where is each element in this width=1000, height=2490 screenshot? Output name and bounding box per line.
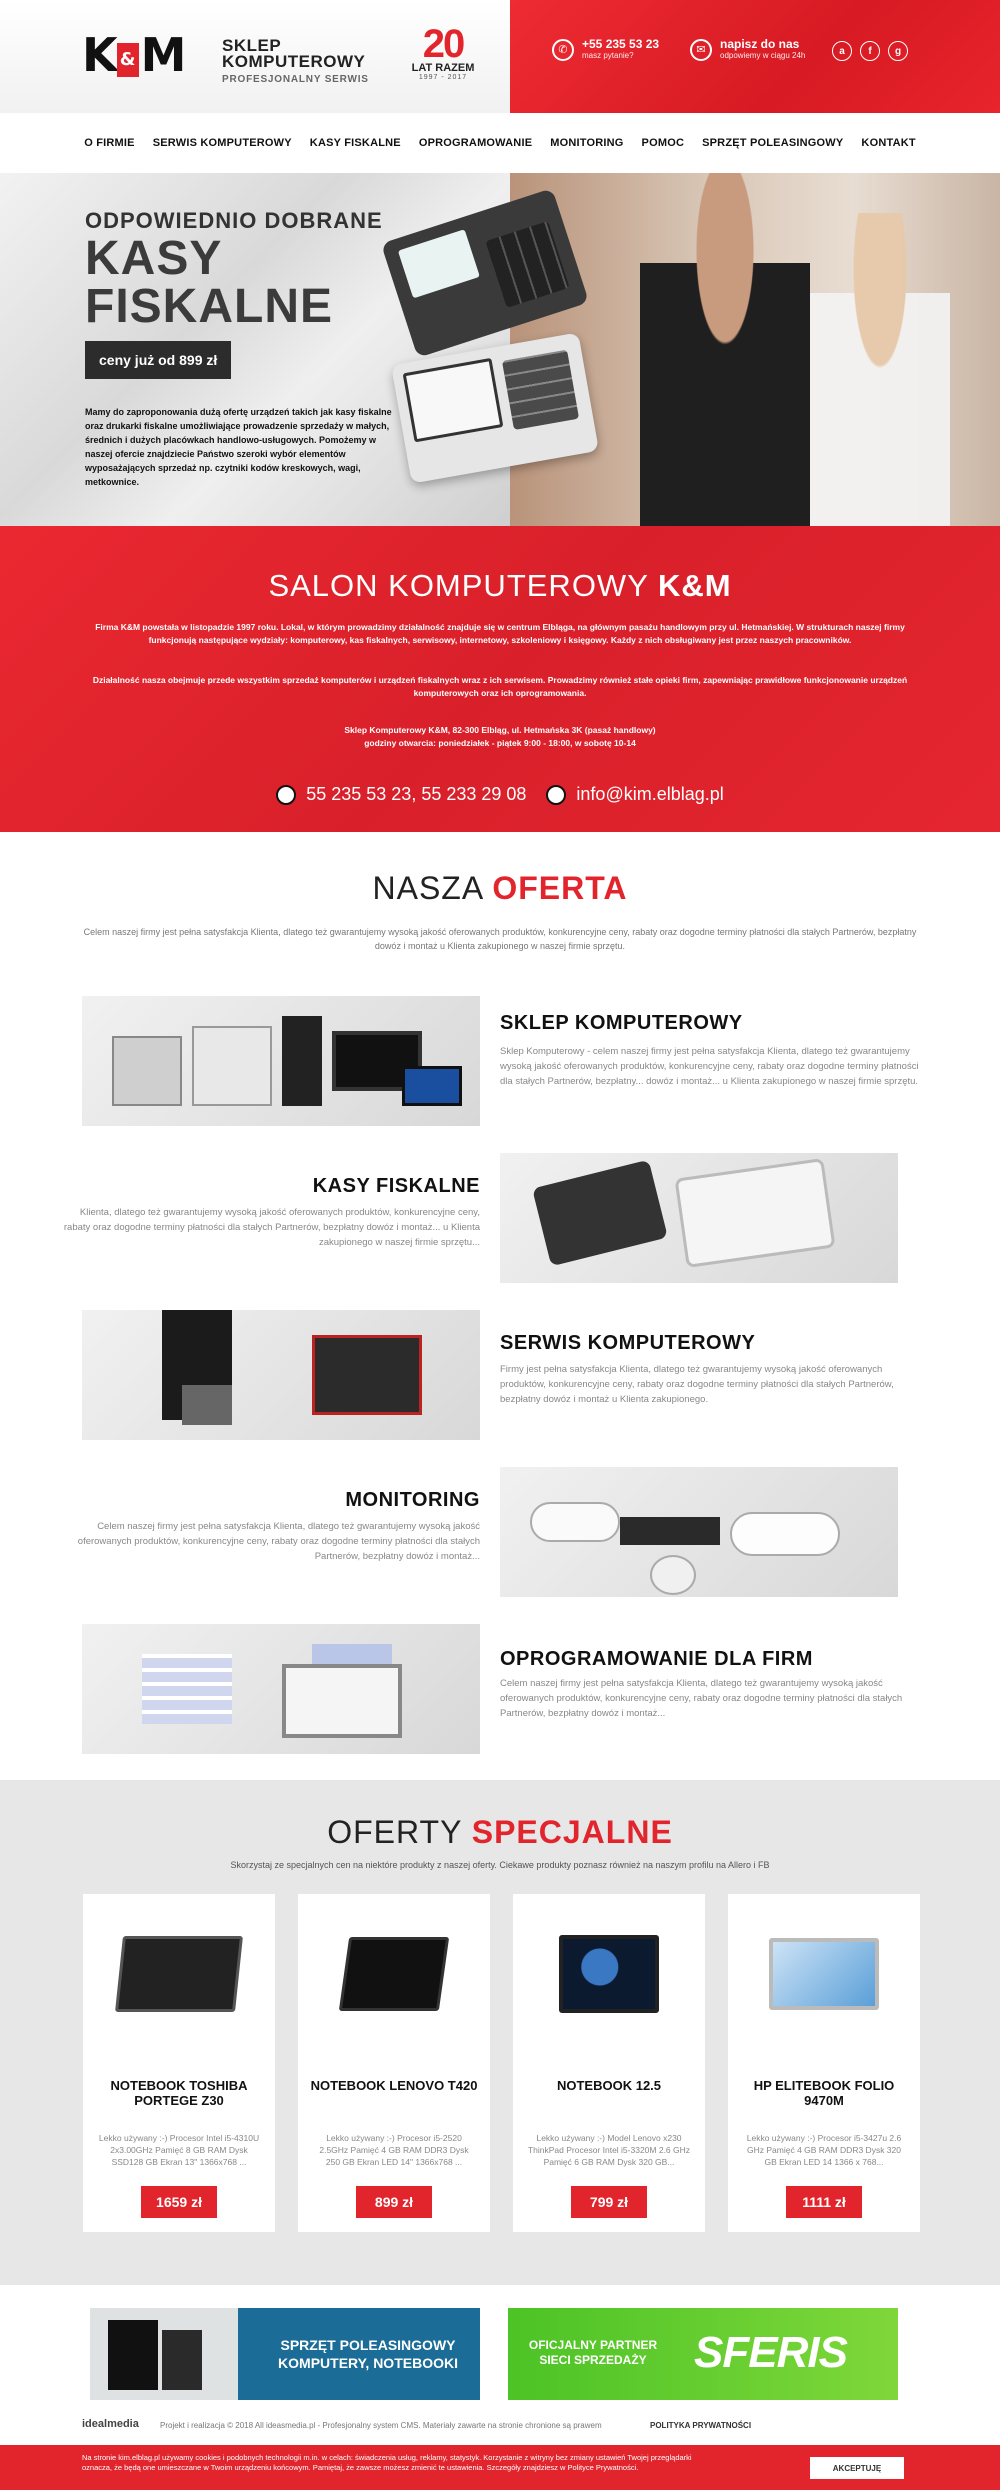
hero-title: KASY FISKALNE — [85, 232, 333, 333]
accept-cookies-button[interactable]: AKCEPTUJĘ — [810, 2457, 904, 2479]
nav-pomoc[interactable]: POMOC — [641, 137, 685, 149]
cookie-bar: Na stronie kim.elblag.pl używamy cookies i podobnych technologii m.in. w celach: świadczenia usług, reklamy, statystyk. Korzystanie z witryny bez zmiany ustawień Twojej przeglądarki oznacza, że będą one umieszczane w Twoim urządzeniu końcowym. Pamiętaj, że zawsze możesz zmienić te ustawienia. Szczegóły znajdziesz w Polityce Prywatności. AKCEPTUJĘ — [0, 2445, 1000, 2490]
computer-parts-image — [82, 1310, 480, 1440]
about-email[interactable]: info@kim.elblag.pl — [546, 784, 723, 805]
nav-kontakt[interactable]: KONTAKT — [861, 137, 916, 149]
logo[interactable]: K & M — [82, 28, 184, 82]
nav-monitoring[interactable]: MONITORING — [550, 137, 624, 149]
header-right — [510, 0, 1000, 113]
special-offers-section: OFERTY SPECJALNE Skorzystaj ze specjalnych cen na niektóre produkty z naszej oferty. Ciekawe produkty poznasz również na naszym profilu na Allero i FB NOTEBOOK TOSHIBA PORTEGE Z30 Lekko używany :-) Procesor Intel i5-4310U 2x3.00GHz Pamięć 8 GB RAM Dysk SSD128 GB Ekran 13" 1366x768 ... 1659 zł NOTEBOOK LENOVO T420 Lekko używany :-) Procesor i5-2520 2.5GHz Pamięć 4 GB RAM DDR3 Dysk 250 GB Ekran LED 14" 1366x768 ... 899 zł NOTEBOOK 12.5 Lekko używany :-) Model Lenovo x230 ThinkPad Procesor Intel i5-3320M 2.6 GHz Pamięć 6 GB RAM Dysk 320 GB... 799 zł HP ELITEBOOK FOLIO 9470M Lekko używany :-) Procesor i5-3427u 2.6 GHz Pamięć 4 GB RAM DDR3 Dysk 320 GB Ekran LED 14 1366 x 768... 1111 zł — [0, 1780, 1000, 2285]
software-illustration — [82, 1624, 480, 1754]
product-card[interactable]: NOTEBOOK LENOVO T420 Lekko używany :-) Procesor i5-2520 2.5GHz Pamięć 4 GB RAM DDR3 Dysk 250 GB Ekran LED 14" 1366x768 ... 899 zł — [298, 1894, 490, 2232]
sferis-banner[interactable]: OFICJALNY PARTNER SIECI SPRZEDAŻY SFERIS — [508, 2308, 898, 2400]
privacy-policy-link[interactable]: POLITYKA PRYWATNOŚCI — [650, 2421, 752, 2430]
sferis-logo: SFERIS — [694, 2328, 847, 2377]
nav-o-firmie[interactable]: O FIRMIE — [84, 137, 135, 149]
price-badge[interactable]: 899 zł — [356, 2186, 432, 2218]
about-title: SALON KOMPUTEROWY K&M — [268, 568, 732, 603]
about-phones[interactable]: 55 235 53 23, 55 233 29 08 — [276, 784, 526, 805]
hero-subtitle: ODPOWIEDNIO DOBRANE — [85, 208, 383, 233]
offer-monitoring[interactable]: MONITORING Celem naszej firmy jest pełna satysfakcja Klienta, dlatego też gwarantujemy wysoką jakość oferowanych produktów, konkurencyjne ceny, rabaty oraz dogodne terminy płatności dla stałych Partnerów, bezpłatny dowóz i montaż... — [82, 1467, 898, 1597]
product-card[interactable]: HP ELITEBOOK FOLIO 9470M Lekko używany :-) Procesor i5-3427u 2.6 GHz Pamięć 4 GB RAM DDR3 Dysk 320 GB Ekran LED 14 1366 x 768... 1111 zł — [728, 1894, 920, 2232]
nav-kasy-fiskalne[interactable]: KASY FISKALNE — [309, 137, 401, 149]
mail-contact[interactable]: ✉ napisz do nas odpowiemy w ciągu 24h — [690, 38, 805, 61]
phone-contact[interactable]: ✆ +55 235 53 23 masz pytanie? — [552, 38, 659, 61]
phone-icon: ✆ — [552, 39, 574, 61]
laptop-image — [728, 1894, 920, 2054]
hero-description: Mamy do zaproponowania dużą ofertę urządzeń takich jak kasy fiskalne oraz drukarki fiskalne umożliwiające prowadzenie sprzedaży w małych, średnich i dużych placówkach handlowo-usługowych. Pomożemy w naszej ofercie znajdziecie Państwo szeroki wybór elementów wyposażających sprzedaż np. czytniki kodów kreskowych, wagi, metkownice. — [85, 407, 392, 487]
product-card[interactable]: NOTEBOOK 12.5 Lekko używany :-) Model Lenovo x230 ThinkPad Procesor Intel i5-3320M 2.6 GHz Pamięć 6 GB RAM Dysk 320 GB... 799 zł — [513, 1894, 705, 2232]
offer-sklep-komputerowy[interactable]: SKLEP KOMPUTEROWY Sklep Komputerowy - celem naszej firmy jest pełna satysfakcja Klienta, dlatego też gwarantujemy wysoką jakość oferowanych produktów, konkurencyjne ceny, rabaty oraz dogodne terminy płatności dla stałych Partnerów, bezpłatny... dowóz i montaż... u Klienta zakupionego w naszej firmie sprzętu. — [82, 996, 898, 1126]
mail-icon: ✉ — [690, 39, 712, 61]
price-badge[interactable]: 1111 zł — [786, 2186, 862, 2218]
footer-brand[interactable]: idealmedia — [82, 2418, 139, 2430]
special-offers-title: OFERTY SPECJALNE — [327, 1814, 673, 1850]
nav-serwis-komputerowy[interactable]: SERWIS KOMPUTEROWY — [152, 137, 292, 149]
cctv-cameras-image — [500, 1467, 898, 1597]
google-icon[interactable]: g — [888, 41, 908, 61]
footer: idealmedia Projekt i realizacja © 2018 All ideasmedia.pl - Profesjonalny system CMS. Materiały zawarte na stronie chronione są prawem POLITYKA PRYWATNOŚCI — [82, 2418, 752, 2430]
mail-icon — [546, 785, 566, 805]
facebook-icon[interactable]: f — [860, 41, 880, 61]
hero-photo — [510, 173, 1000, 526]
cash-register-image — [500, 1153, 898, 1283]
laptop-image — [83, 1894, 275, 2054]
about-section: SALON KOMPUTEROWY K&M Firma K&M powstała w listopadzie 1997 roku. Lokal, w którym prowadzimy działalność znajduje się w centrum Elbląga, na głównym pasażu handlowym przy ul. Hetmańskiej. W strukturach naszej firmy funkcjonują następujące wydziały: komputerowy, kas fiskalnych, serwisowy, internetowy, szkoleniowy i księgowy. Każdy z nich obsługiwany jest przez naszych pracowników. Działalność nasza obejmuje przede wszystkim sprzedaż komputerów i urządzeń fiskalnych wraz z ich serwisem. Prowadzimy również stałe opieki firm, zapewniając prawidłowe funkcjonowanie urządzeń komputerowych oraz ich oprogramowania. Sklep Komputerowy K&M, 82-300 Elbląg, ul. Hetmańska 3K (pasaż handlowy) godziny otwarcia: poniedziałek - piątek 9:00 - 18:00, w sobotę 10-14 55 235 53 23, 55 233 29 08 info@kim.elblag.pl — [0, 526, 1000, 832]
laptop-image — [513, 1894, 705, 2054]
product-card[interactable]: NOTEBOOK TOSHIBA PORTEGE Z30 Lekko używany :-) Procesor Intel i5-4310U 2x3.00GHz Pamięć 8 GB RAM Dysk SSD128 GB Ekran 13" 1366x768 ... 1659 zł — [83, 1894, 275, 2232]
hero-price-badge[interactable]: ceny już od 899 zł — [85, 341, 231, 379]
allegro-icon[interactable]: a — [832, 41, 852, 61]
computers-image — [82, 996, 480, 1126]
offer-intro: Celem naszej firmy jest pełna satysfakcja Klienta, dlatego też gwarantujemy wysoką jakość oferowanych produktów, konkurencyjne ceny, rabaty oraz dogodne terminy płatności dla stałych Partnerów, bezpłatny dowóz i montaż u Klienta zakupionego w naszej firmie sprzętu. — [83, 927, 917, 951]
price-badge[interactable]: 799 zł — [571, 2186, 647, 2218]
offer-oprogramowanie[interactable]: OPROGRAMOWANIE DLA FIRM Celem naszej firmy jest pełna satysfakcja Klienta, dlatego też gwarantujemy wysoką jakość oferowanych produktów, konkurencyjne ceny, rabaty oraz dogodne terminy płatności dla stałych Partnerów, bezpłatny dowóz i montaż... — [82, 1624, 898, 1754]
nav-sprzet-poleasingowy[interactable]: SPRZĘT POLEASINGOWY — [702, 137, 844, 149]
offer-title: NASZA OFERTA — [372, 870, 628, 906]
price-badge[interactable]: 1659 zł — [141, 2186, 217, 2218]
anniversary-badge: 20 LAT RAZEM 1997 - 2017 — [411, 22, 475, 81]
phone-icon — [276, 785, 296, 805]
offer-serwis-komputerowy[interactable]: SERWIS KOMPUTEROWY Firmy jest pełna satysfakcja Klienta, dlatego też gwarantujemy wysoką jakość oferowanych produktów, konkurencyjne ceny, rabaty oraz dogodne terminy płatności dla stałych Partnerów, bezpłatny dowóz i montaż u Klienta zakupionego. — [82, 1310, 898, 1440]
main-nav — [0, 113, 1000, 173]
hero-banner[interactable] — [0, 173, 1000, 526]
offer-kasy-fiskalne[interactable]: KASY FISKALNE Klienta, dlatego też gwarantujemy wysoką jakość oferowanych produktów, konkurencyjne ceny, rabaty oraz dogodne terminy płatności dla stałych Partnerów, bezpłatny dowóz i montaż... u Klienta zakupionego w naszej firmie sprzętu... — [82, 1153, 898, 1283]
header-left — [0, 0, 510, 113]
laptop-image — [298, 1894, 490, 2054]
shop-name: SKLEP KOMPUTEROWY PROFESJONALNY SERWIS — [222, 36, 369, 85]
leasing-banner[interactable]: SPRZĘT POLEASINGOWY KOMPUTERY, NOTEBOOKI — [90, 2308, 480, 2400]
nav-oprogramowanie[interactable]: OPROGRAMOWANIE — [418, 137, 533, 149]
site-header — [0, 0, 1000, 113]
